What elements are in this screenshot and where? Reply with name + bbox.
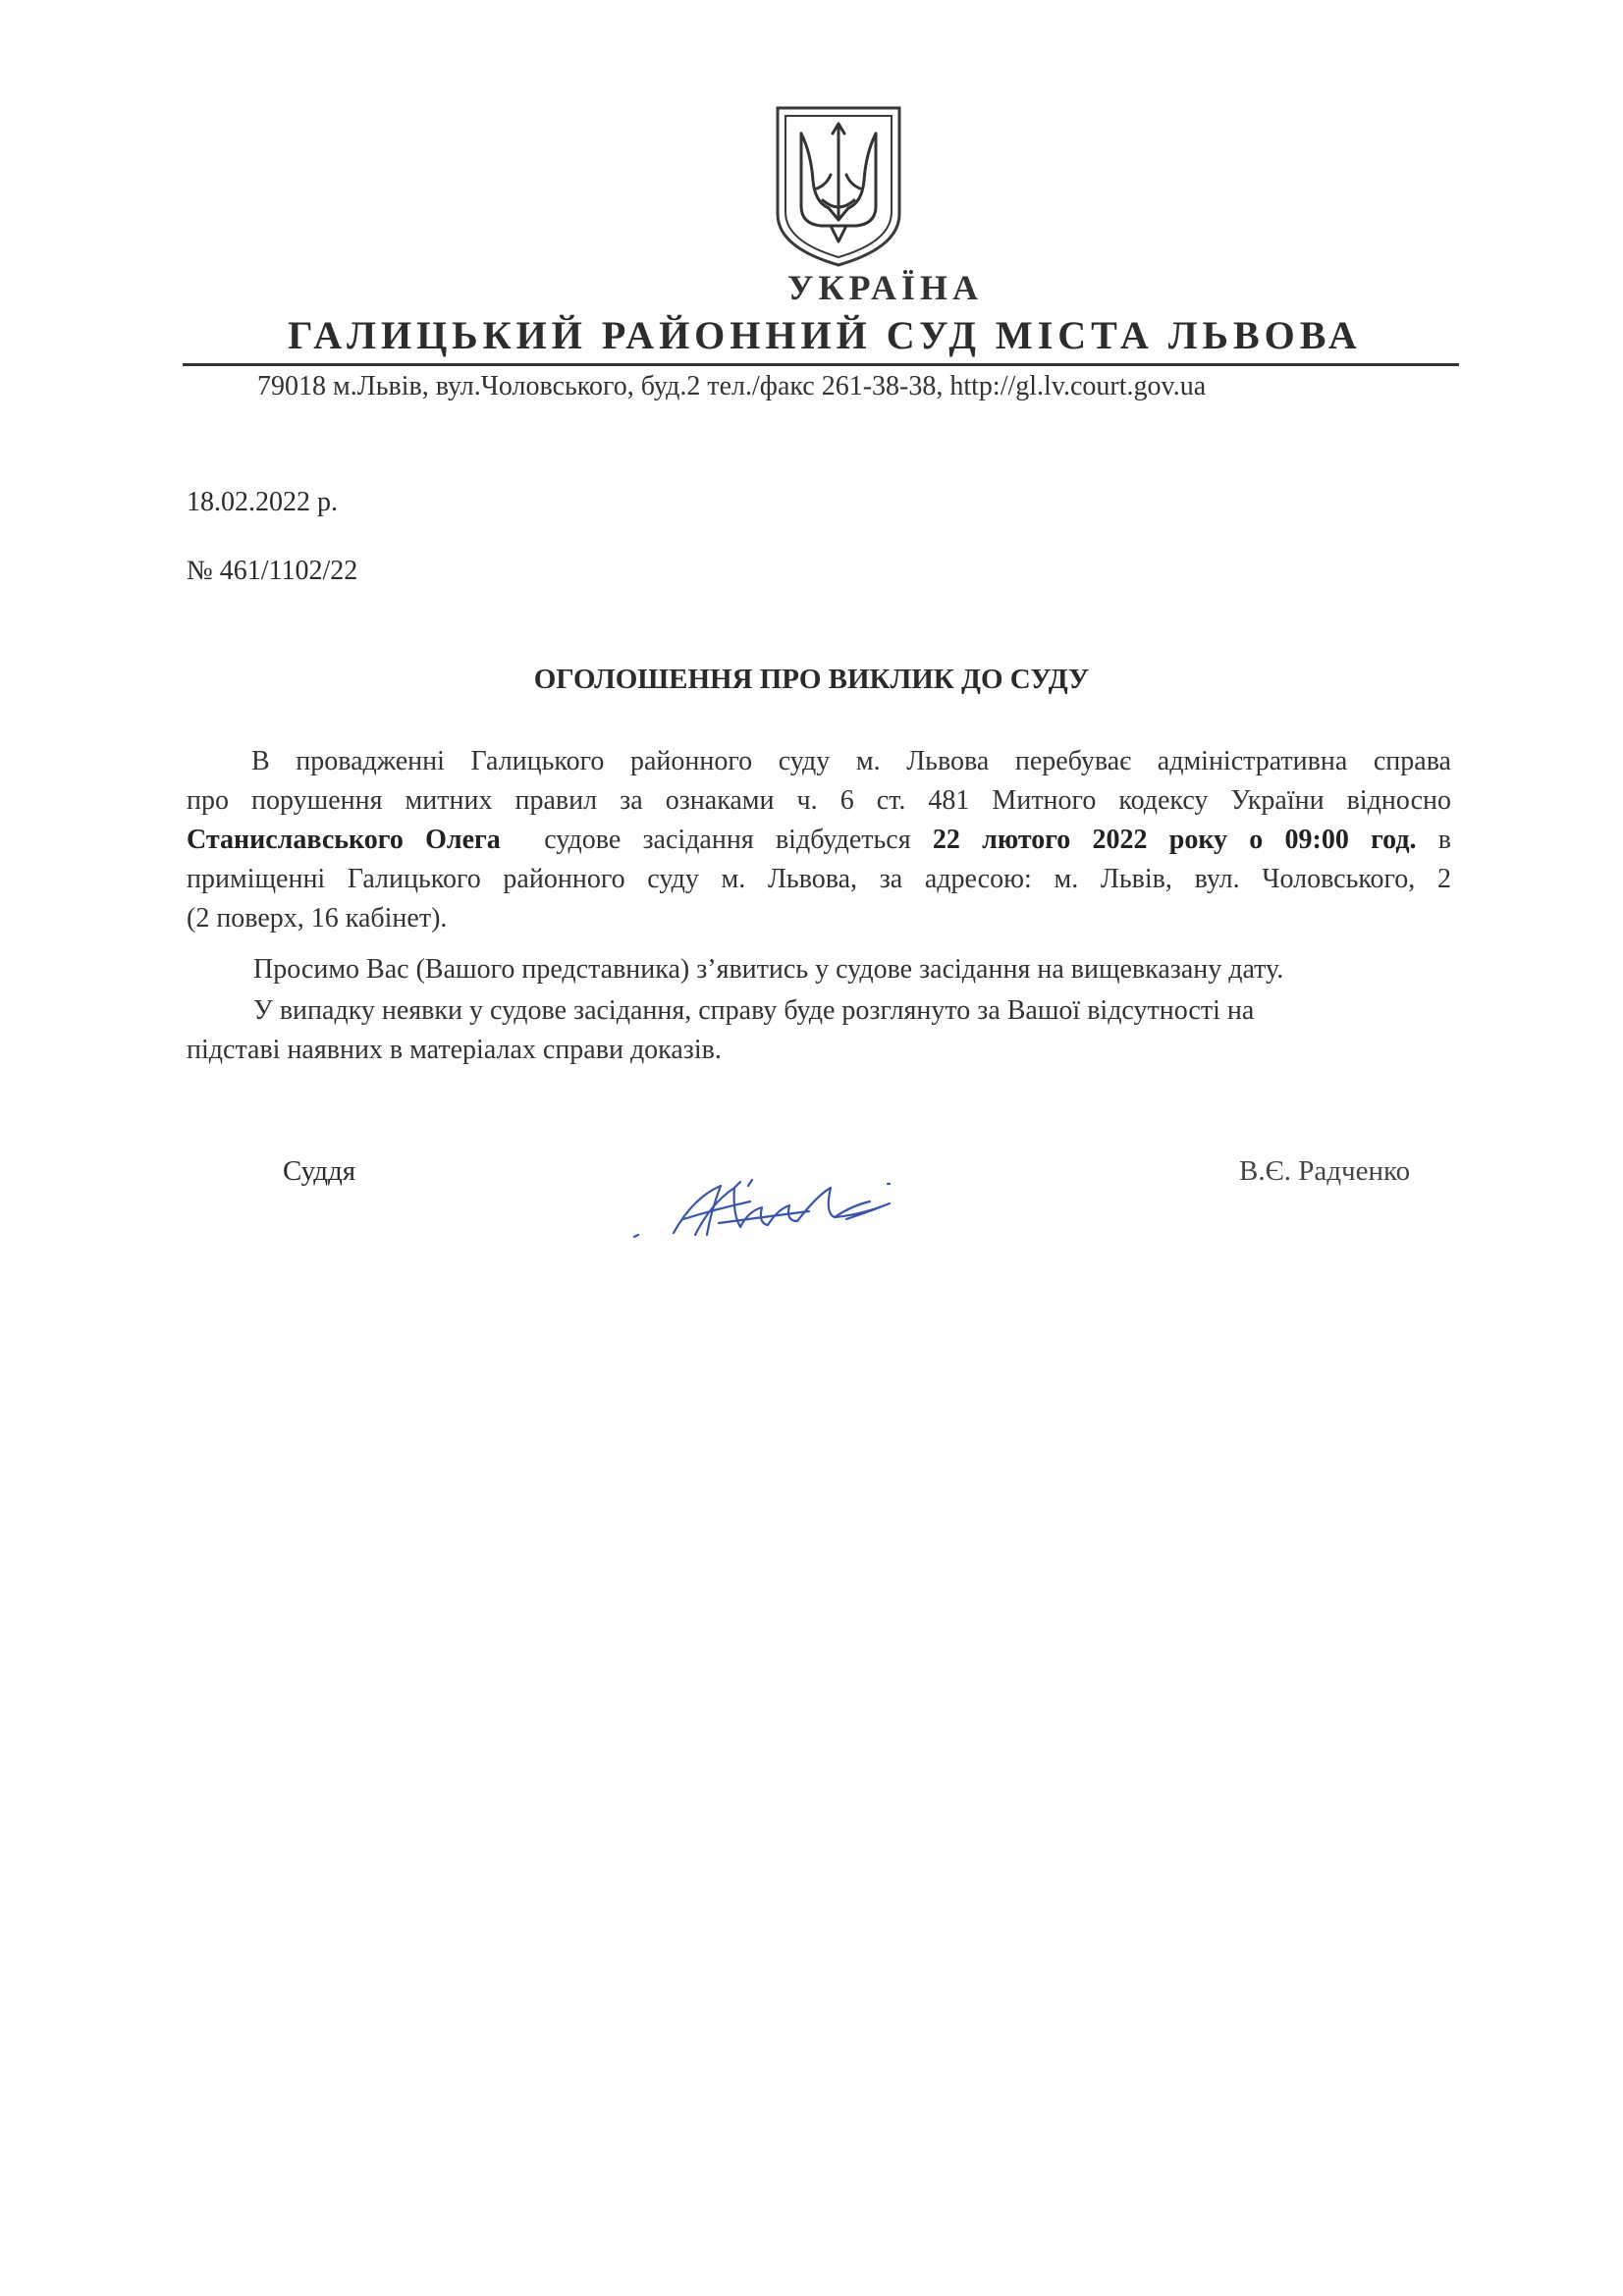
hearing-datetime: 22 лютого 2022 року о 09:00 год. <box>932 825 1417 855</box>
case-number: № 461/1102/22 <box>187 556 358 586</box>
defendant-name: Станиславського Олега <box>187 825 501 855</box>
paragraph-3-line-1: У випадку неявки у судове засідання, справу буде розглянуто за Вашої відсутності на <box>253 995 1255 1026</box>
paragraph-3-line-2: підставі наявних в матеріалах справи доказів. <box>187 1035 722 1065</box>
paragraph-1-line-2: про порушення митних правил за ознаками ч. 6 ст. 481 Митного кодексу України відносно <box>187 785 1451 816</box>
hearing-text-end: в <box>1416 825 1451 855</box>
paragraph-1-line-4: приміщенні Галицького районного суду м. Львова, за адресою: м. Львів, вул. Чоловського, 2 <box>187 864 1451 894</box>
trident-coat-of-arms-icon <box>774 104 903 269</box>
notice-body <box>187 742 1451 1070</box>
hearing-text: судове засідання відбудеться <box>500 825 933 855</box>
document-title: ОГОЛОШЕННЯ ПРО ВИКЛИК ДО СУДУ <box>533 664 1090 695</box>
country-name: УКРАЇНА <box>787 268 983 307</box>
paragraph-2: Просимо Вас (Вашого представника) з’явитись у судове засідання на вищевказану дату. <box>253 954 1284 985</box>
judge-name: В.Є. Радченко <box>1239 1155 1411 1187</box>
paragraph-1-line-1: В провадженні Галицького районного суду м. Львова перебуває адміністративна справа <box>251 746 1451 776</box>
document-date: 18.02.2022 р. <box>187 487 338 517</box>
court-name: ГАЛИЦЬКИЙ РАЙОННИЙ СУД МІСТА ЛЬВОВА <box>288 313 1362 357</box>
paragraph-1-line-5: (2 поверх, 16 кабінет). <box>187 903 448 934</box>
header-divider <box>183 363 1459 366</box>
court-address: 79018 м.Львів, вул.Чоловського, буд.2 тел./факс 261-38-38, http://gl.lv.court.gov.ua <box>257 371 1207 401</box>
handwritten-signature <box>624 1158 939 1256</box>
judge-label: Суддя <box>283 1155 356 1187</box>
paragraph-1-line-3 <box>187 821 1451 860</box>
